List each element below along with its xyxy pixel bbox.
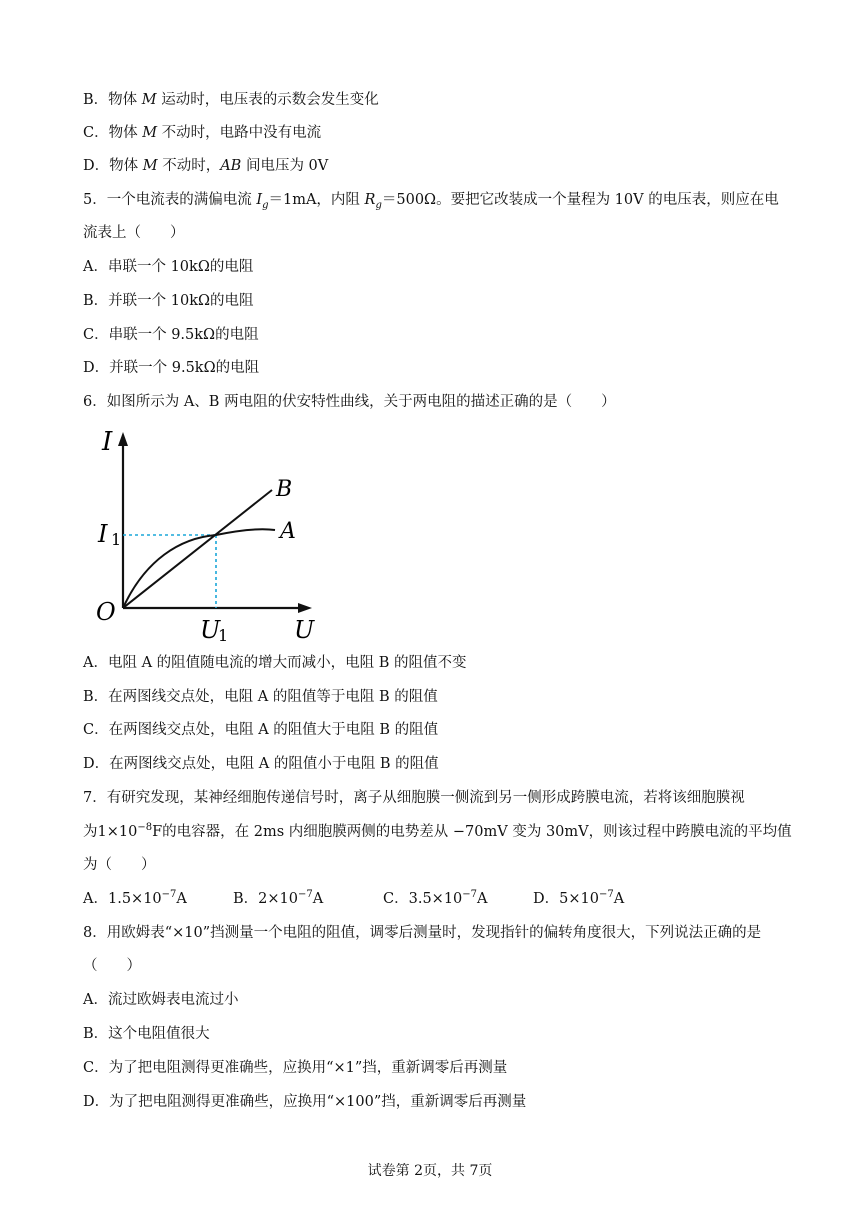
origin-label: O	[96, 598, 116, 626]
u1-label: U	[200, 616, 221, 644]
page-footer: 试卷第 2页，共 7页	[367, 1163, 493, 1179]
q7-option-d: D．$5\times 10^{-7}A$	[533, 889, 625, 907]
curve-a-label: A	[280, 519, 296, 544]
line-b	[123, 490, 272, 608]
x-axis-label: U	[294, 616, 315, 644]
q8-stem-line1: 8．用欧姆表“×10”挡测量一个电阻的阻值，调零后测量时，发现指针的偏转角度很大，下列说法正确的是	[83, 925, 762, 941]
q6-stem: 6．如图所示为 A、B 两电阻的伏安特性曲线，关于两电阻的描述正确的是（ ）	[83, 394, 616, 410]
q5-stem-line2: 流表上（ ）	[83, 225, 185, 241]
q5-stem-line1: 5．一个电流表的满偏电流 $I_g=1mA$，内阻 $R_g=500\Omega$。要把它改装成一个量程为 10V 的电压表，则应在电	[83, 192, 779, 211]
q7-stem-line3: 为（ ）	[83, 857, 156, 873]
q4-option-d: D．物体 M 不动时，AB 间电压为 0V	[83, 158, 329, 174]
q8-option-a: A．流过欧姆表电流过小	[83, 992, 239, 1008]
q7-stem-line1: 7．有研究发现，某神经细胞传递信号时，离子从细胞膜一侧流到另一侧形成跨膜电流，若将该细胞膜视	[83, 790, 745, 806]
q7-option-b: B．$2\times 10^{-7}A$	[233, 889, 324, 907]
x-axis-arrow	[298, 603, 312, 613]
q4-option-c: C．物体 M 不动时，电路中没有电流	[83, 125, 322, 141]
q8-option-d: D．为了把电阻测得更准确些，应换用“×100”挡，重新调零后再测量	[83, 1094, 527, 1110]
q7-stem-line2: 为$1\times 10^{-8}F$的电容器，在 2ms 内细胞膜两侧的电势差从 −70mV 变为 30mV，则该过程中跨膜电流的平均值	[83, 822, 792, 840]
q5-option-d: D．并联一个 9.5kΩ的电阻	[83, 360, 260, 376]
q5-option-b: B．并联一个 10kΩ的电阻	[83, 293, 254, 309]
q8-stem-line2: （ ）	[83, 958, 141, 974]
u1-label-sub: 1	[218, 626, 229, 645]
q8-option-c: C．为了把电阻测得更准确些，应换用“×1”挡，重新调零后再测量	[83, 1060, 508, 1076]
y-axis-label: I	[102, 427, 113, 457]
i1-label: I	[98, 520, 108, 548]
y-axis-arrow	[118, 432, 128, 446]
q6-option-c: C．在两图线交点处，电阻 A 的阻值大于电阻 B 的阻值	[83, 722, 439, 738]
q8-option-b: B．这个电阻值很大	[83, 1026, 210, 1042]
iv-characteristic-graph	[90, 420, 330, 650]
q5-option-c: C．串联一个 9.5kΩ的电阻	[83, 327, 259, 343]
q7-option-c: C．$3.5\times 10^{-7}A$	[383, 889, 488, 907]
q7-options-row	[83, 889, 624, 909]
curve-b-label: B	[276, 477, 293, 502]
q4-option-b: B．物体 M 运动时，电压表的示数会发生变化	[83, 92, 379, 108]
q7-option-a: A．$1.5\times 10^{-7}A$	[83, 889, 187, 907]
i1-label-sub: 1	[111, 530, 122, 549]
q6-option-a: A．电阻 A 的阻值随电流的增大而减小，电阻 B 的阻值不变	[83, 655, 467, 671]
q6-option-d: D．在两图线交点处，电阻 A 的阻值小于电阻 B 的阻值	[83, 756, 439, 772]
q5-option-a: A．串联一个 10kΩ的电阻	[83, 259, 254, 275]
curve-a	[123, 529, 275, 608]
q6-option-b: B．在两图线交点处，电阻 A 的阻值等于电阻 B 的阻值	[83, 689, 438, 705]
